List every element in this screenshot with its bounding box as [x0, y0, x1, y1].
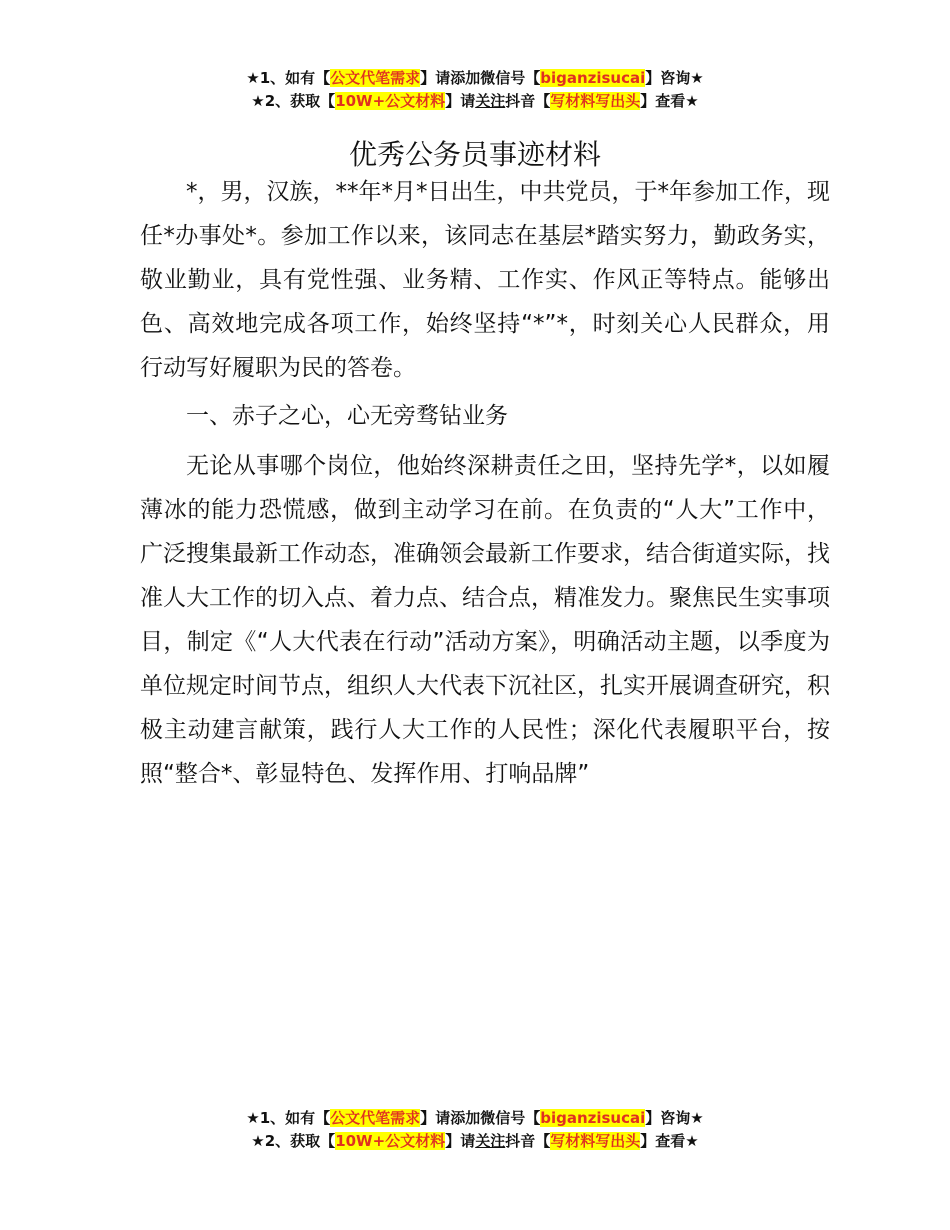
promo-line-1: ★1、如有【公文代笔需求】请添加微信号【biganzisucai】咨询★	[246, 69, 704, 87]
highlight-service: 公文代笔需求	[330, 1109, 421, 1127]
header-promo-banner	[0, 67, 950, 113]
document-title: 优秀公务员事迹材料	[348, 137, 601, 171]
highlight-materials: 10W+公文材料	[335, 92, 446, 110]
section-heading-1: 一、赤子之心，心无旁骛钻业务	[186, 403, 508, 429]
promo-line-2: ★2、获取【10W+公文材料】请关注抖音【写材料写出头】查看★	[251, 1132, 699, 1150]
highlight-account: 写材料写出头	[550, 1132, 641, 1150]
highlight-materials: 10W+公文材料	[335, 1132, 446, 1150]
footer-promo-banner	[0, 1107, 950, 1153]
promo-line-1: ★1、如有【公文代笔需求】请添加微信号【biganzisucai】咨询★	[246, 1109, 704, 1127]
follow-text: 关注	[475, 92, 506, 110]
promo-line-2: ★2、获取【10W+公文材料】请关注抖音【写材料写出头】查看★	[251, 92, 699, 110]
document-body	[140, 170, 830, 796]
highlight-wechat-id: biganzisucai	[540, 1109, 646, 1127]
highlight-service: 公文代笔需求	[330, 69, 421, 87]
highlight-account: 写材料写出头	[550, 92, 641, 110]
follow-text: 关注	[475, 1132, 506, 1150]
paragraph-intro: *，男，汉族，**年*月*日出生，中共党员，于*年参加工作，现任*办事处*。参加工作以来，该同志在基层*踏实努力，勤政务实，敬业勤业，具有党性强、业务精、工作实、作风正等特点。能够出色、高效地完成各项工作，始终坚持“*”*，时刻关心人民群众，用行动写好履职为民的答卷。	[140, 179, 830, 381]
paragraph-section-1: 无论从事哪个岗位，他始终深耕责任之田，坚持先学*，以如履薄冰的能力恐慌感，做到主动学习在前。在负责的“人大”工作中，广泛搜集最新工作动态，准确领会最新工作要求，结合街道实际，找准人大工作的切入点、着力点、结合点，精准发力。聚焦民生实事项目，制定《“人大代表在行动”活动方案》，明确活动主题，以季度为单位规定时间节点，组织人大代表下沉社区，扎实开展调查研究，积极主动建言献策，践行人大工作的人民性；深化代表履职平台，按照“整合*、彰显特色、发挥作用、打响品牌”	[140, 453, 830, 787]
highlight-wechat-id: biganzisucai	[540, 69, 646, 87]
